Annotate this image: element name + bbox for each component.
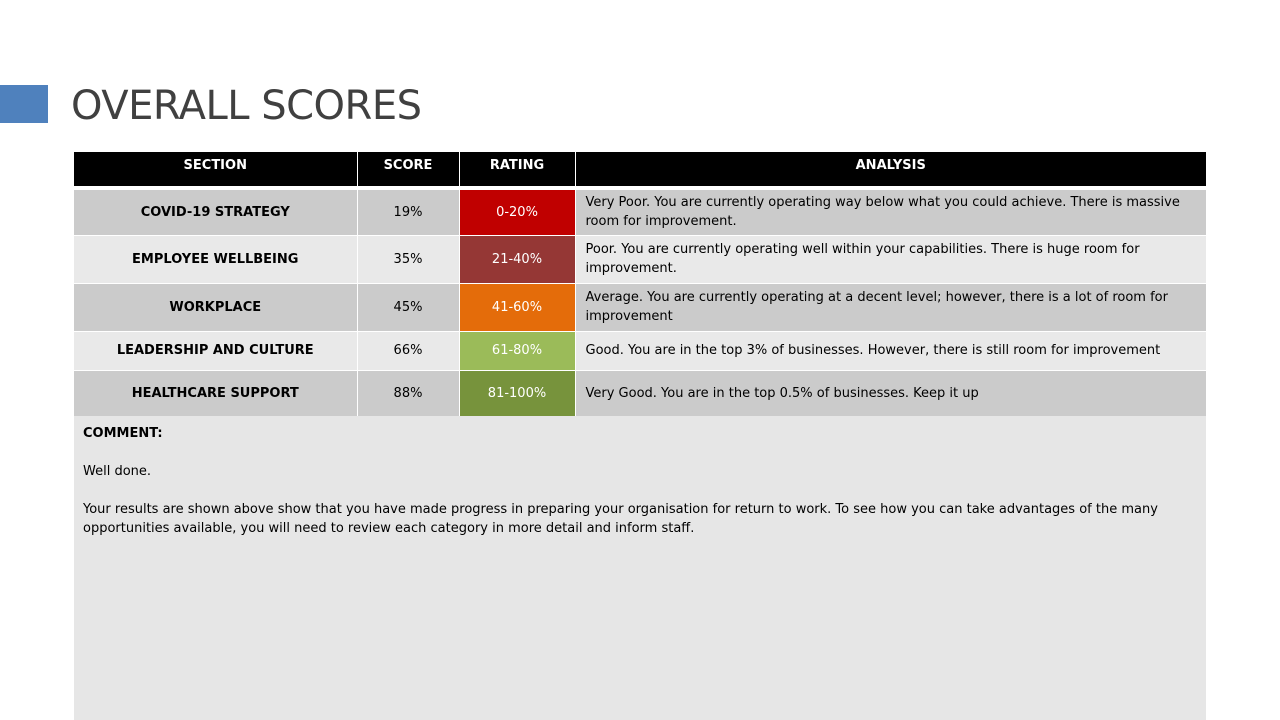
section-cell: EMPLOYEE WELLBEING bbox=[74, 235, 357, 283]
table-row-workplace bbox=[74, 283, 1206, 331]
analysis-cell: Poor. You are currently operating well within your capabilities. There is huge room for improvement. bbox=[575, 235, 1206, 283]
section-cell: HEALTHCARE SUPPORT bbox=[74, 370, 357, 416]
scores-panel bbox=[74, 152, 1206, 720]
header-section: SECTION bbox=[74, 152, 357, 188]
score-cell: 88% bbox=[357, 370, 459, 416]
analysis-cell: Good. You are in the top 3% of businesses. However, there is still room for improvement bbox=[575, 331, 1206, 370]
table-row-employee-wellbeing bbox=[74, 235, 1206, 283]
comment-text-1: Well done. bbox=[83, 464, 152, 479]
header-score: SCORE bbox=[357, 152, 459, 188]
title-accent-block bbox=[0, 85, 48, 123]
section-cell: COVID-19 STRATEGY bbox=[74, 188, 357, 235]
scores-table bbox=[74, 152, 1206, 416]
rating-badge: 61-80% bbox=[459, 331, 575, 370]
comment-text-2: Your results are shown above show that you have made progress in preparing your organisation for return to work. To see how you can take advantages of the many opportunities available, you will need to review each category in more detail and inform staff. bbox=[83, 502, 1158, 536]
comment-box bbox=[83, 424, 1173, 538]
score-cell: 45% bbox=[357, 283, 459, 331]
rating-badge: 0-20% bbox=[459, 188, 575, 235]
section-cell: WORKPLACE bbox=[74, 283, 357, 331]
rating-badge: 21-40% bbox=[459, 235, 575, 283]
header-rating: RATING bbox=[459, 152, 575, 188]
rating-badge: 41-60% bbox=[459, 283, 575, 331]
header-analysis: ANALYSIS bbox=[575, 152, 1206, 188]
table-row-covid-strategy bbox=[74, 188, 1206, 235]
table-row-leadership-culture bbox=[74, 331, 1206, 370]
table-header-row bbox=[74, 152, 1206, 188]
analysis-cell: Very Good. You are in the top 0.5% of businesses. Keep it up bbox=[575, 370, 1206, 416]
analysis-cell: Very Poor. You are currently operating way below what you could achieve. There is massive room for improvement. bbox=[575, 188, 1206, 235]
rating-badge: 81-100% bbox=[459, 370, 575, 416]
section-cell: LEADERSHIP AND CULTURE bbox=[74, 331, 357, 370]
score-cell: 19% bbox=[357, 188, 459, 235]
score-cell: 35% bbox=[357, 235, 459, 283]
score-cell: 66% bbox=[357, 331, 459, 370]
page-title: OVERALL SCORES bbox=[71, 83, 422, 129]
analysis-cell: Average. You are currently operating at a decent level; however, there is a lot of room for improvement bbox=[575, 283, 1206, 331]
table-row-healthcare-support bbox=[74, 370, 1206, 416]
comment-heading: COMMENT: bbox=[83, 426, 163, 441]
